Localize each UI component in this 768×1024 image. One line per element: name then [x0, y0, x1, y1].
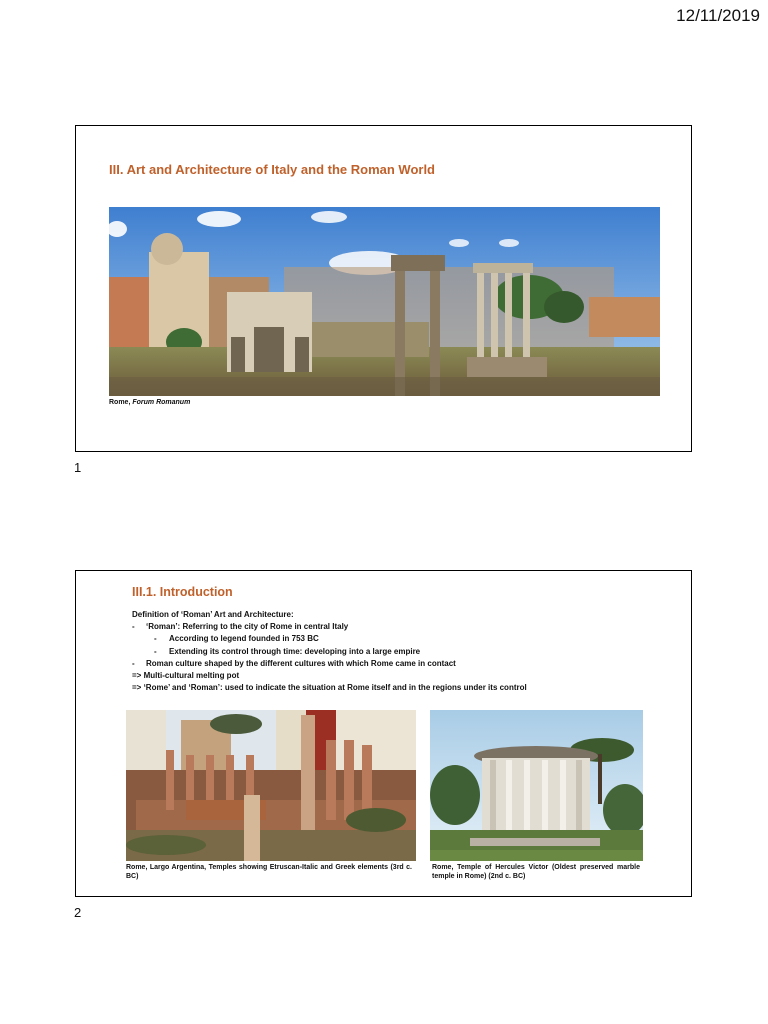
slide-1-title: III. Art and Architecture of Italy and the Roman World: [109, 162, 435, 177]
bullet-dash: -: [132, 622, 135, 632]
body-line: Definition of ‘Roman’ Art and Architecture:: [132, 610, 294, 619]
page-date: 12/11/2019: [676, 6, 760, 25]
caption-site: Forum Romanum: [132, 399, 191, 406]
largo-argentina-caption: Rome, Largo Argentina, Temples showing Etruscan-Italic and Greek elements (3rd c. BC): [126, 864, 412, 880]
forum-romanum-caption: [109, 398, 190, 407]
body-line: => Multi-cultural melting pot: [132, 670, 240, 680]
slide-2-body: [132, 609, 672, 694]
caption-place: Rome,: [109, 399, 133, 406]
temple-hercules-caption: Rome, Temple of Hercules Victor (Oldest preserved marble temple in Rome) (2nd c. BC): [432, 864, 640, 880]
bullet-dash: -: [132, 658, 135, 668]
bullet-line: [132, 658, 672, 670]
slide-2: [75, 570, 692, 897]
body-line: => ‘Rome’ and ‘Roman’: used to indicate the situation at Rome itself and in the regions under its control: [132, 683, 527, 693]
bullet-text: Roman culture shaped by the different cultures with which Rome came in contact: [146, 658, 456, 668]
bullet-text: ‘Roman’: Referring to the city of Rome in central Italy: [146, 622, 349, 632]
bullet-dash: -: [154, 646, 157, 656]
bullet-text: According to legend founded in 753 BC: [169, 634, 319, 644]
bullet-text: Extending its control through time: developing into a large empire: [169, 646, 421, 656]
sub-bullet-line: [132, 646, 672, 658]
sub-bullet-line: [132, 633, 672, 645]
bullet-line: [132, 621, 672, 633]
forum-romanum-photo: [109, 207, 660, 396]
slide-1: [75, 125, 692, 452]
largo-argentina-photo: [126, 710, 416, 861]
temple-hercules-photo: [430, 710, 643, 861]
bullet-dash: -: [154, 634, 157, 644]
slide-2-title: III.1. Introduction: [132, 585, 233, 599]
slide-1-number: 1: [74, 460, 82, 475]
slide-2-number: 2: [74, 905, 82, 920]
